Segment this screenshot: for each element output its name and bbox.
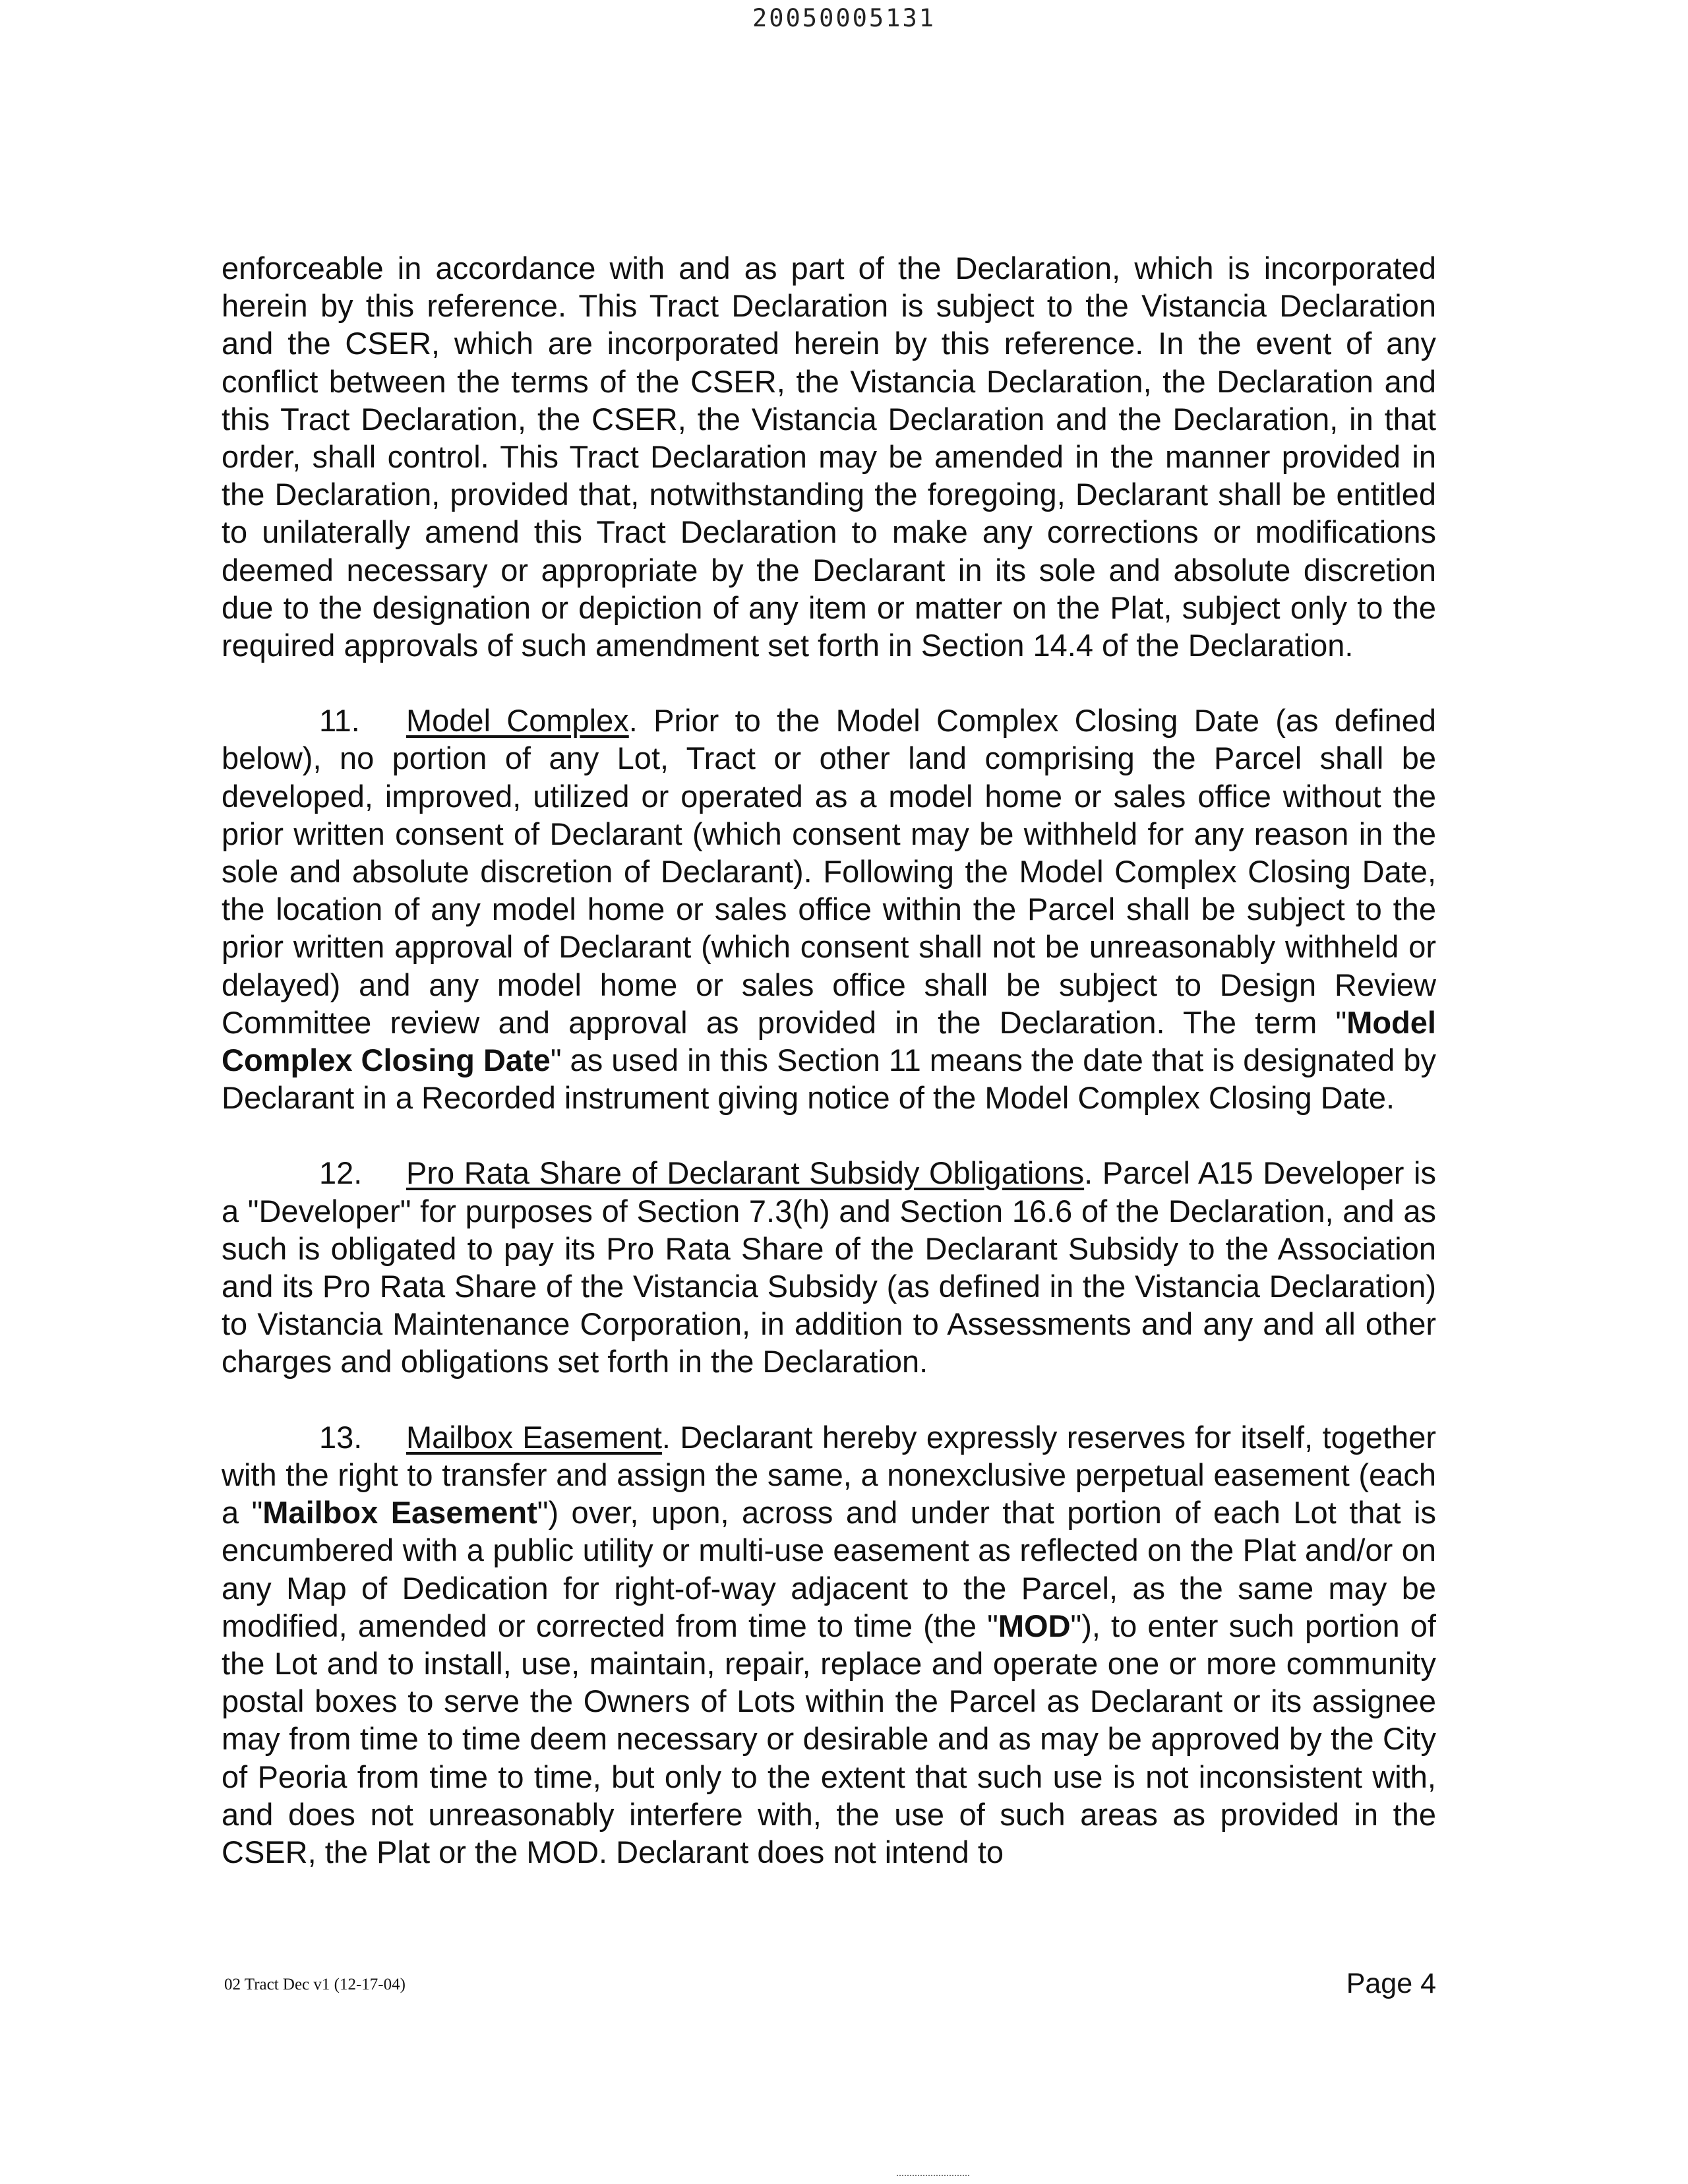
- defined-term: Mailbox Easement: [262, 1495, 537, 1531]
- section-text: " as used in this Section 11 means the date that is designated by Declarant in a Recorded instrument giving notice of the Model Complex Closing Date.: [222, 1043, 1436, 1116]
- section-text: "), to enter such portion of the Lot and to install, use, maintain, repair, replace and operate one or more community postal boxes to serve the Owners of Lots within the Parcel as Declarant or its assignee may from time to time deem necessary or desirable and as may be approved by the City of Peoria from time to time, but only to the extent that such use is not inconsistent with, and does not unreasonably interfere with, the use of such areas as provided in the CSER, the Plat or the MOD. Declarant does not intend to: [222, 1608, 1436, 1869]
- section-number: 13.: [319, 1419, 363, 1455]
- document-number: 20050005131: [752, 4, 936, 32]
- section-heading: Pro Rata Share of Declarant Subsidy Obligations: [406, 1155, 1085, 1191]
- section-text: . Declarant hereby expressly reserves for itself, together with the right to transfer and assign the same, a nonexclusive perpetual easement (each a ": [222, 1419, 1436, 1531]
- paragraph-text: enforceable in accordance with and as part of the Declaration, which is incorporated herein by this reference. This Tract Declaration is subject to the Vistancia Declaration and the CSER, which are incorporated herein by this reference. In the event of any conflict between the terms of the CSER, the Vistancia Declaration, the Declaration and this Tract Declaration, the CSER, the Vistancia Declaration and the Declaration, in that order, shall control. This Tract Declaration may be amended in the manner provided in the Declaration, provided that, notwithstanding the foregoing, Declarant shall be entitled to unilaterally amend this Tract Declaration to make any corrections or modifications deemed necessary or appropriate by the Declarant in its sole and absolute discretion due to the designation or depiction of any item or matter on the Plat, subject only to the required approvals of such amendment set forth in Section 14.4 of the Declaration.: [222, 251, 1436, 663]
- defined-term: Model Complex Closing Date: [222, 1004, 1436, 1078]
- section-text: ") over, upon, across and under that portion of each Lot that is encumbered with a public utility or multi-use easement as reflected on the Plat and/or on any Map of Dedication for right-of-way adjacent to the Parcel, as the same may be modified, amended or corrected from time to time (the ": [222, 1495, 1436, 1643]
- section-13: [222, 1418, 1436, 1871]
- section-text: . Parcel A15 Developer is a "Developer" for purposes of Section 7.3(h) and Section 16.6 of the Declaration, and as such is obligated to pay its Pro Rata Share of the Declarant Subsidy to the Association and its Pro Rata Share of the Vistancia Subsidy (as defined in the Vistancia Declaration) to Vistancia Maintenance Corporation, in addition to Assessments and any and all other charges and obligations set forth in the Declaration.: [222, 1155, 1436, 1380]
- section-number: 11.: [319, 703, 360, 739]
- section-heading: Mailbox Easement: [406, 1419, 662, 1455]
- defined-term: MOD: [998, 1608, 1071, 1643]
- paragraph-continuation: [222, 249, 1436, 664]
- section-number: 12.: [319, 1155, 363, 1191]
- section-11: [222, 702, 1436, 1116]
- footer-doc-reference: 02 Tract Dec v1 (12-17-04): [224, 1976, 406, 1993]
- section-12: [222, 1154, 1436, 1380]
- document-body: [222, 249, 1436, 1908]
- section-heading: Model Complex: [406, 703, 629, 739]
- scan-artifact: [897, 2175, 969, 2177]
- page-number: Page 4: [1346, 1968, 1436, 1999]
- section-text: . Prior to the Model Complex Closing Date (as defined below), no portion of any Lot, Tract or other land comprising the Parcel shall be developed, improved, utilized or operated as a model home or sales office without the prior written consent of Declarant (which consent may be withheld for any reason in the sole and absolute discretion of Declarant). Following the Model Complex Closing Date, the location of any model home or sales office within the Parcel shall be subject to the prior written approval of Declarant (which consent shall not be unreasonably withheld or delayed) and any model home or sales office shall be subject to Design Review Committee review and approval as provided in the Declaration. The term ": [222, 703, 1436, 1040]
